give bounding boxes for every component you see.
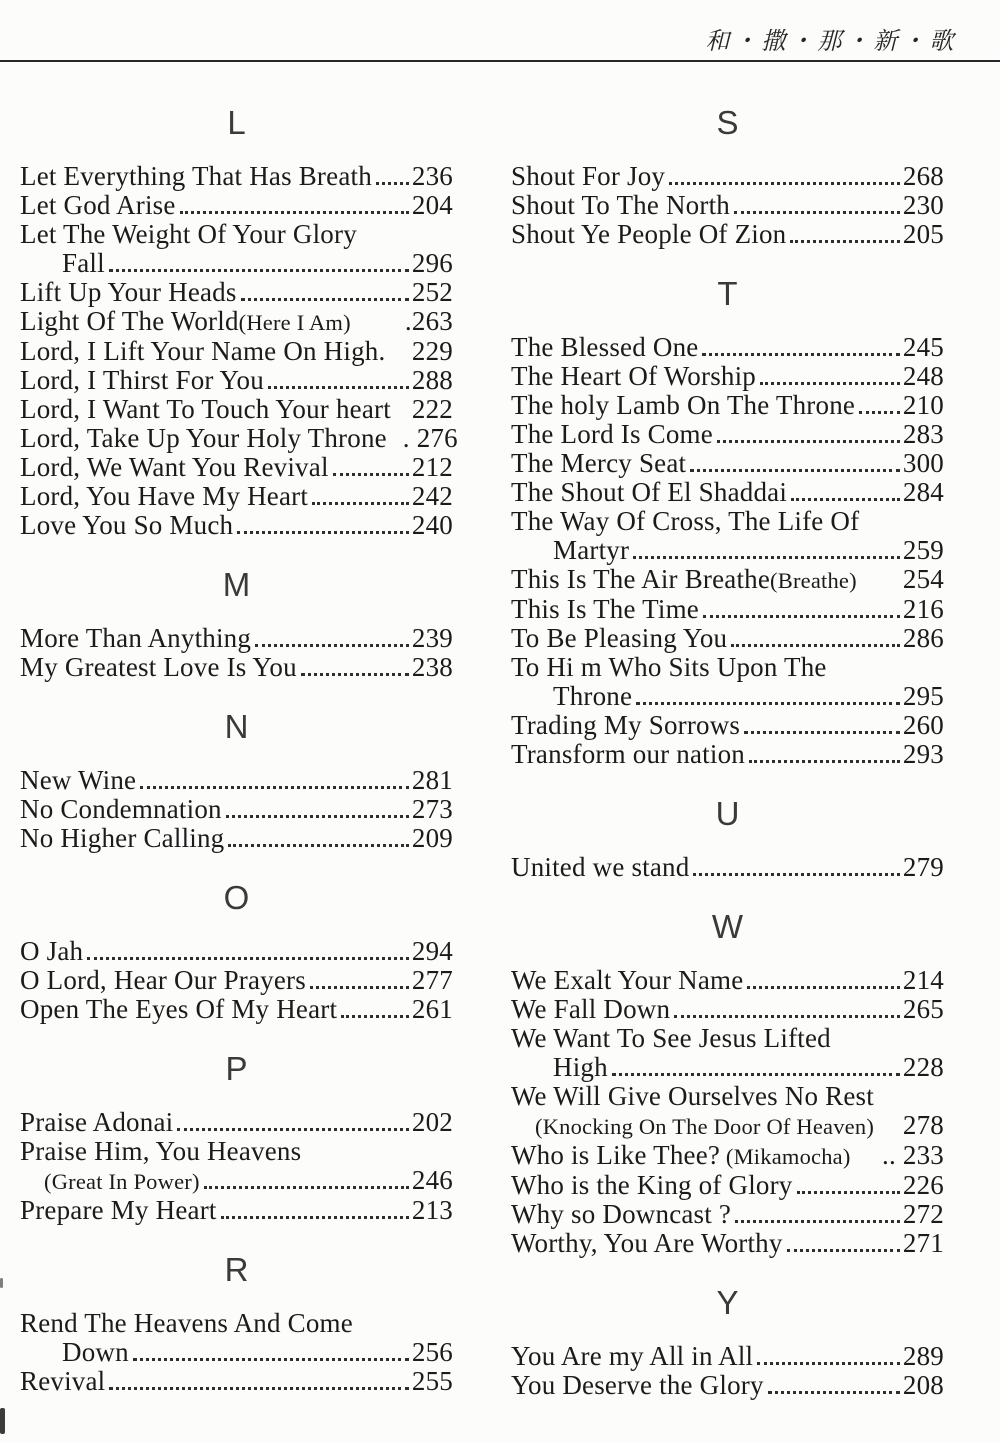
page-number: 233 <box>902 1140 944 1170</box>
entry-title: This Is The Time <box>511 594 699 624</box>
page-number: 226 <box>902 1170 944 1200</box>
index-entry <box>20 278 453 307</box>
page-number: 268 <box>902 161 944 191</box>
page-number: 255 <box>411 1366 453 1396</box>
entry-title: Rend The Heavens And Come <box>20 1308 353 1338</box>
section-letter-P: P <box>225 1050 248 1087</box>
index-entry <box>20 766 453 795</box>
entry-title: Lord, You Have My Heart <box>20 481 309 511</box>
scan-artifact <box>0 1408 5 1434</box>
dot-leader <box>204 1186 409 1189</box>
entry-title-sub: (Breathe) <box>770 568 857 593</box>
entry-title: New Wine <box>20 765 137 795</box>
entry-title: My Greatest Love Is You <box>20 652 297 682</box>
page-number: 228 <box>902 1052 944 1082</box>
entry-title: The holy Lamb On The Throne <box>511 390 856 420</box>
page-number: 289 <box>902 1341 944 1371</box>
dot-leader <box>674 1015 900 1018</box>
dot-leader <box>237 531 409 534</box>
index-entry <box>20 482 453 511</box>
page-number: 260 <box>902 710 944 740</box>
index-entry <box>511 853 944 882</box>
entry-title: Praise Adonai <box>20 1107 174 1137</box>
page-number: 252 <box>411 277 453 307</box>
section-letter-L: L <box>227 104 246 141</box>
dot-leader <box>268 386 409 389</box>
entry-title: Lord, We Want You Revival <box>20 452 329 482</box>
dot-leader <box>633 556 900 559</box>
index-entry <box>511 478 944 507</box>
index-entry <box>511 220 944 249</box>
entry-title: Lift Up Your Heads <box>20 277 237 307</box>
index-entry <box>511 1229 944 1258</box>
page-number: 271 <box>902 1228 944 1258</box>
entry-title: We Fall Down <box>511 994 671 1024</box>
dot-leader <box>717 440 900 443</box>
entry-title: Shout For Joy <box>511 161 666 191</box>
dot-leader <box>702 353 899 356</box>
dot-leader <box>228 844 409 847</box>
page-header <box>0 0 1000 62</box>
leader-separator <box>896 565 903 594</box>
index-entry <box>511 449 944 478</box>
index-entry <box>20 624 453 653</box>
dot-leader <box>310 986 409 989</box>
page-number: 242 <box>411 481 453 511</box>
index-entry <box>511 711 944 740</box>
dot-leader <box>177 1128 409 1131</box>
entry-title: Trading My Sorrows <box>511 710 741 740</box>
section-letter-O: O <box>223 879 250 916</box>
dot-leader <box>797 1191 900 1194</box>
entry-title: No Condemnation <box>20 794 222 824</box>
index-entry <box>20 191 453 220</box>
page-number: 293 <box>902 739 944 769</box>
index-entry <box>20 162 453 191</box>
entry-title: To Hi m Who Sits Upon The <box>511 652 827 682</box>
index-entry <box>20 1367 453 1396</box>
page-number: 205 <box>902 219 944 249</box>
index-entry <box>511 1024 944 1053</box>
page-number: 273 <box>411 794 453 824</box>
dot-leader <box>787 1249 900 1252</box>
page-number: 294 <box>411 936 453 966</box>
page-number: 209 <box>411 823 453 853</box>
page-number: 288 <box>411 365 453 395</box>
page-number: 278 <box>902 1110 944 1140</box>
page-number: 202 <box>411 1107 453 1137</box>
page-number: 263 <box>411 306 453 336</box>
page-number: 238 <box>411 652 453 682</box>
dot-leader <box>226 815 409 818</box>
page-number: 261 <box>411 994 453 1024</box>
entry-title: Fall <box>62 248 105 278</box>
entry-title: The Mercy Seat <box>511 448 687 478</box>
dot-leader <box>301 673 409 676</box>
leader-separator: .. <box>875 1140 903 1170</box>
index-entry <box>511 391 944 420</box>
entry-title: O Jah <box>20 936 84 966</box>
entry-title: We Exalt Your Name <box>511 965 744 995</box>
entry-title: We Want To See Jesus Lifted <box>511 1023 831 1053</box>
entry-title: Light Of The World <box>20 306 239 336</box>
entry-title: You Are my All in All <box>511 1341 754 1371</box>
page-number: 295 <box>902 681 944 711</box>
entry-title: This Is The Air Breathe <box>511 564 771 594</box>
leader-separator: . <box>395 423 417 453</box>
entry-title: Shout To The North <box>511 190 730 220</box>
index-entry <box>511 1111 944 1141</box>
entry-title: United we stand <box>511 852 690 882</box>
index-entry <box>20 220 453 249</box>
dot-leader <box>333 473 409 476</box>
entry-title: Love You So Much <box>20 510 234 540</box>
dot-leader <box>312 502 409 505</box>
entry-title: Let The Weight Of Your Glory <box>20 219 357 249</box>
dot-leader <box>703 615 900 618</box>
dot-leader <box>744 731 900 734</box>
index-entry <box>511 1141 944 1171</box>
page-number: 230 <box>902 190 944 220</box>
dot-leader <box>255 644 409 647</box>
entry-title: We Will Give Ourselves No Rest <box>511 1081 874 1111</box>
index-entry <box>511 653 944 682</box>
index-entry <box>511 1371 944 1400</box>
dot-leader <box>636 702 900 705</box>
dot-leader <box>768 1391 900 1394</box>
section-letter-Y: Y <box>716 1284 739 1321</box>
index-entry <box>20 249 453 278</box>
index-entry <box>511 1082 944 1111</box>
page-number: 281 <box>411 765 453 795</box>
page-number: 276 <box>416 423 458 453</box>
index-entry <box>511 624 944 653</box>
dot-leader <box>669 182 900 185</box>
index-column-right <box>511 106 944 1400</box>
index-entry <box>511 162 944 191</box>
entry-title-sub: (Here I Am) <box>238 310 351 335</box>
entry-title: (Knocking On The Door Of Heaven) <box>535 1114 875 1139</box>
dot-leader <box>109 269 409 272</box>
page-number: 236 <box>411 161 453 191</box>
page-number: 284 <box>902 477 944 507</box>
index-entry <box>20 1338 453 1367</box>
dot-leader <box>749 760 900 763</box>
entry-title: O Lord, Hear Our Prayers <box>20 965 306 995</box>
entry-title: Let Everything That Has Breath <box>20 161 372 191</box>
entry-title-sub: (Mikamocha) <box>720 1144 851 1169</box>
page-number: 240 <box>411 510 453 540</box>
page-number: 229 <box>411 336 453 366</box>
dot-leader <box>690 469 900 472</box>
index-entry <box>511 682 944 711</box>
index-entry <box>20 366 453 395</box>
section-letter-R: R <box>224 1251 249 1288</box>
page-number: 216 <box>902 594 944 624</box>
index-entry <box>20 1137 453 1166</box>
index-entry <box>20 1108 453 1137</box>
dot-leader <box>760 382 900 385</box>
dot-leader <box>180 211 409 214</box>
index-entry <box>20 395 453 424</box>
index-entry <box>20 1166 453 1196</box>
dot-leader <box>140 786 409 789</box>
index-entry <box>511 420 944 449</box>
entry-title: Let God Arise <box>20 190 176 220</box>
page-number: 208 <box>902 1370 944 1400</box>
page-number: 279 <box>902 852 944 882</box>
dot-leader <box>133 1358 409 1361</box>
index-entry <box>20 1309 453 1338</box>
page-number: 239 <box>411 623 453 653</box>
section-letter-N: N <box>224 708 249 745</box>
entry-title: Lord, Take Up Your Holy Throne <box>20 423 387 453</box>
entry-title: The Way Of Cross, The Life Of <box>511 506 860 536</box>
dot-leader <box>241 298 409 301</box>
index-entry <box>511 1053 944 1082</box>
page-number: 210 <box>902 390 944 420</box>
entry-title: Praise Him, You Heavens <box>20 1136 302 1166</box>
index-entry <box>20 966 453 995</box>
dot-leader <box>341 1015 409 1018</box>
dot-leader <box>87 957 409 960</box>
leader-separator <box>405 337 412 366</box>
book-title-cjk: 和・撒・那・新・歌 <box>703 29 963 55</box>
index-entry <box>511 507 944 536</box>
section-letter-M: M <box>222 566 251 603</box>
dot-leader <box>859 411 900 414</box>
entry-title: More Than Anything <box>20 623 252 653</box>
entry-title: (Great In Power) <box>44 1169 200 1194</box>
entry-title: High <box>553 1052 608 1082</box>
index-entry <box>20 937 453 966</box>
index-entry <box>20 824 453 853</box>
index-entry <box>511 333 944 362</box>
entry-title: Shout Ye People Of Zion <box>511 219 787 249</box>
index-column-left <box>20 104 458 1400</box>
entry-title: Open The Eyes Of My Heart <box>20 994 338 1024</box>
index-entry <box>20 511 453 540</box>
index-entry <box>511 740 944 769</box>
index-entry <box>511 966 944 995</box>
page-number: 245 <box>902 332 944 362</box>
entry-title: The Heart Of Worship <box>511 361 757 391</box>
dot-leader <box>735 1220 900 1223</box>
page-number: 248 <box>902 361 944 391</box>
page-number: 265 <box>902 994 944 1024</box>
index-entry <box>511 362 944 391</box>
entry-title: Lord, I Thirst For You <box>20 365 264 395</box>
page-number: 256 <box>411 1337 453 1367</box>
entry-title: Who is the King of Glory <box>511 1170 793 1200</box>
index-entry <box>20 337 453 366</box>
index-entry <box>20 653 453 682</box>
leader-separator <box>405 395 412 424</box>
page-number: 277 <box>411 965 453 995</box>
entry-title: Why so Downcast ? <box>511 1199 732 1229</box>
index-entry <box>511 1200 944 1229</box>
entry-title: Throne <box>553 681 633 711</box>
index-entry <box>20 453 453 482</box>
entry-title: Lord, I Want To Touch Your heart <box>20 394 391 424</box>
page-number: 283 <box>902 419 944 449</box>
entry-title: Prepare My Heart <box>20 1195 217 1225</box>
scan-artifact <box>0 1278 3 1288</box>
page-number: 272 <box>902 1199 944 1229</box>
index-entry <box>20 995 453 1024</box>
dot-leader <box>791 498 900 501</box>
dot-leader <box>612 1073 900 1076</box>
dot-leader <box>757 1362 900 1365</box>
entry-title: The Shout Of El Shaddai <box>511 477 788 507</box>
page-number: 296 <box>411 248 453 278</box>
song-index <box>0 106 1000 1400</box>
dot-leader <box>693 873 899 876</box>
page-number: 246 <box>411 1165 453 1195</box>
section-letter-S: S <box>716 104 739 141</box>
page-number: 259 <box>902 535 944 565</box>
entry-title: No Higher Calling <box>20 823 225 853</box>
index-entry <box>20 307 453 337</box>
entry-title: Down <box>62 1337 129 1367</box>
index-entry <box>511 191 944 220</box>
page-number: 222 <box>411 394 453 424</box>
entry-title: The Blessed One <box>511 332 699 362</box>
dot-leader <box>790 240 900 243</box>
entry-title: Who is Like Thee? <box>511 1140 721 1170</box>
index-entry <box>511 565 944 595</box>
entry-title: Lord, I Lift Your Name On High. <box>20 336 386 366</box>
entry-title: The Lord Is Come <box>511 419 713 449</box>
entry-title: Worthy, You Are Worthy <box>511 1228 783 1258</box>
page-number: 212 <box>411 452 453 482</box>
page-number: 204 <box>411 190 453 220</box>
page-number: 286 <box>902 623 944 653</box>
index-entry <box>511 1342 944 1371</box>
dot-leader <box>376 182 409 185</box>
index-entry <box>20 423 458 453</box>
dot-leader <box>734 211 900 214</box>
leader-separator: . <box>397 306 412 336</box>
entry-title: Martyr <box>553 535 630 565</box>
index-entry <box>511 1171 944 1200</box>
dot-leader <box>221 1216 409 1219</box>
page-number: 254 <box>902 564 944 594</box>
dot-leader <box>747 986 900 989</box>
page-number: 300 <box>902 448 944 478</box>
entry-title: To Be Pleasing You <box>511 623 728 653</box>
entry-title: Transform our nation <box>511 739 745 769</box>
entry-title: You Deserve the Glory <box>511 1370 764 1400</box>
section-letter-U: U <box>715 795 740 832</box>
dot-leader <box>109 1387 409 1390</box>
section-letter-T: T <box>717 275 738 312</box>
index-entry <box>511 595 944 624</box>
index-entry <box>20 1196 453 1225</box>
section-letter-W: W <box>711 908 744 945</box>
page-number: 213 <box>411 1195 453 1225</box>
index-entry <box>511 536 944 565</box>
page-number: 214 <box>902 965 944 995</box>
entry-title: Revival <box>20 1366 106 1396</box>
dot-leader <box>731 644 900 647</box>
index-entry <box>511 995 944 1024</box>
index-entry <box>20 795 453 824</box>
